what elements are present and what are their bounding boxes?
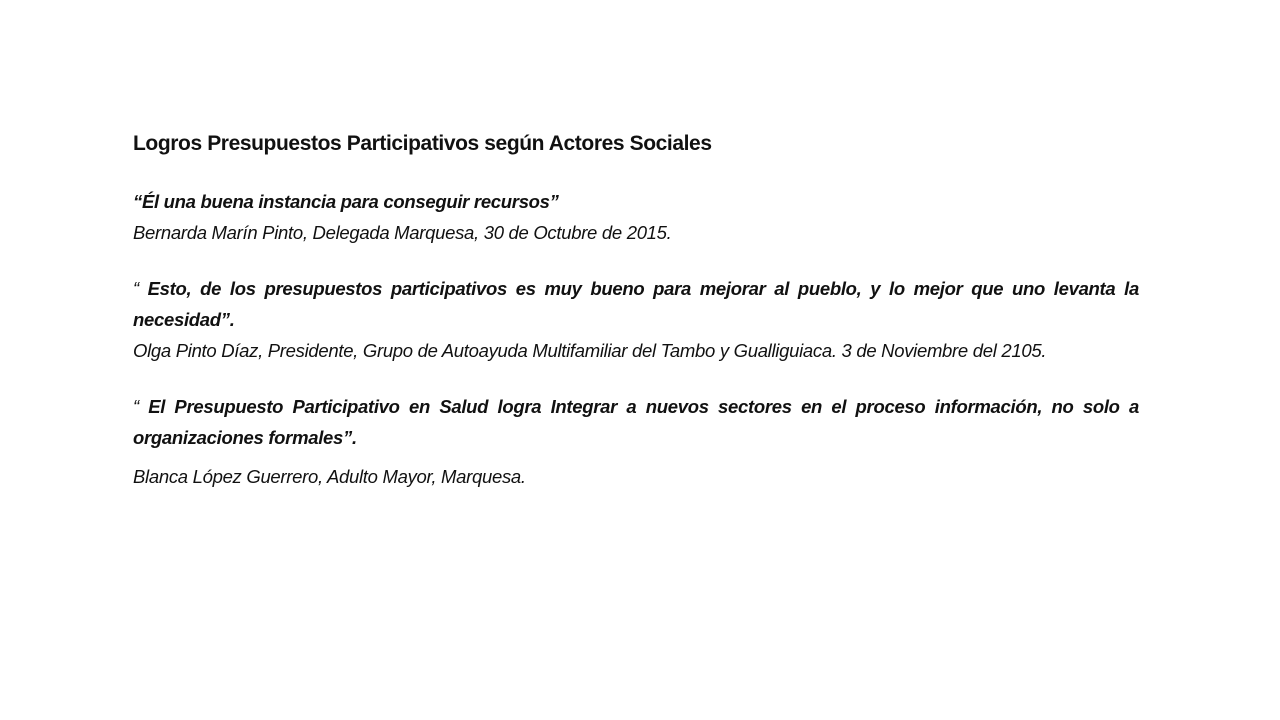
quote-open-mark: “ bbox=[133, 396, 139, 417]
quote-block-1 bbox=[133, 186, 1139, 248]
quote-body: “Él una buena instancia para conseguir recursos” bbox=[133, 191, 559, 212]
quote-body: Esto, de los presupuestos participativos es muy bueno para mejorar al pueblo, y lo mejor que uno levanta la necesidad”. bbox=[133, 278, 1139, 330]
slide-content bbox=[133, 128, 1139, 492]
quote-block-2 bbox=[133, 273, 1139, 366]
quote-text bbox=[133, 273, 1139, 335]
quote-open-mark: “ bbox=[133, 278, 139, 299]
quote-author: Blanca López Guerrero, Adulto Mayor, Marquesa. bbox=[133, 466, 526, 487]
slide-title: Logros Presupuestos Participativos según Actores Sociales bbox=[133, 132, 712, 155]
quote-block-3 bbox=[133, 391, 1139, 492]
quote-text bbox=[133, 186, 1139, 217]
quote-author: Bernarda Marín Pinto, Delegada Marquesa, 30 de Octubre de 2015. bbox=[133, 222, 672, 243]
quote-body: El Presupuesto Participativo en Salud logra Integrar a nuevos sectores en el proceso información, no solo a organizaciones formales”. bbox=[133, 396, 1139, 448]
quote-author: Olga Pinto Díaz, Presidente, Grupo de Autoayuda Multifamiliar del Tambo y Gualliguiaca. 3 de Noviembre del 2105. bbox=[133, 340, 1047, 361]
quote-text bbox=[133, 391, 1139, 453]
